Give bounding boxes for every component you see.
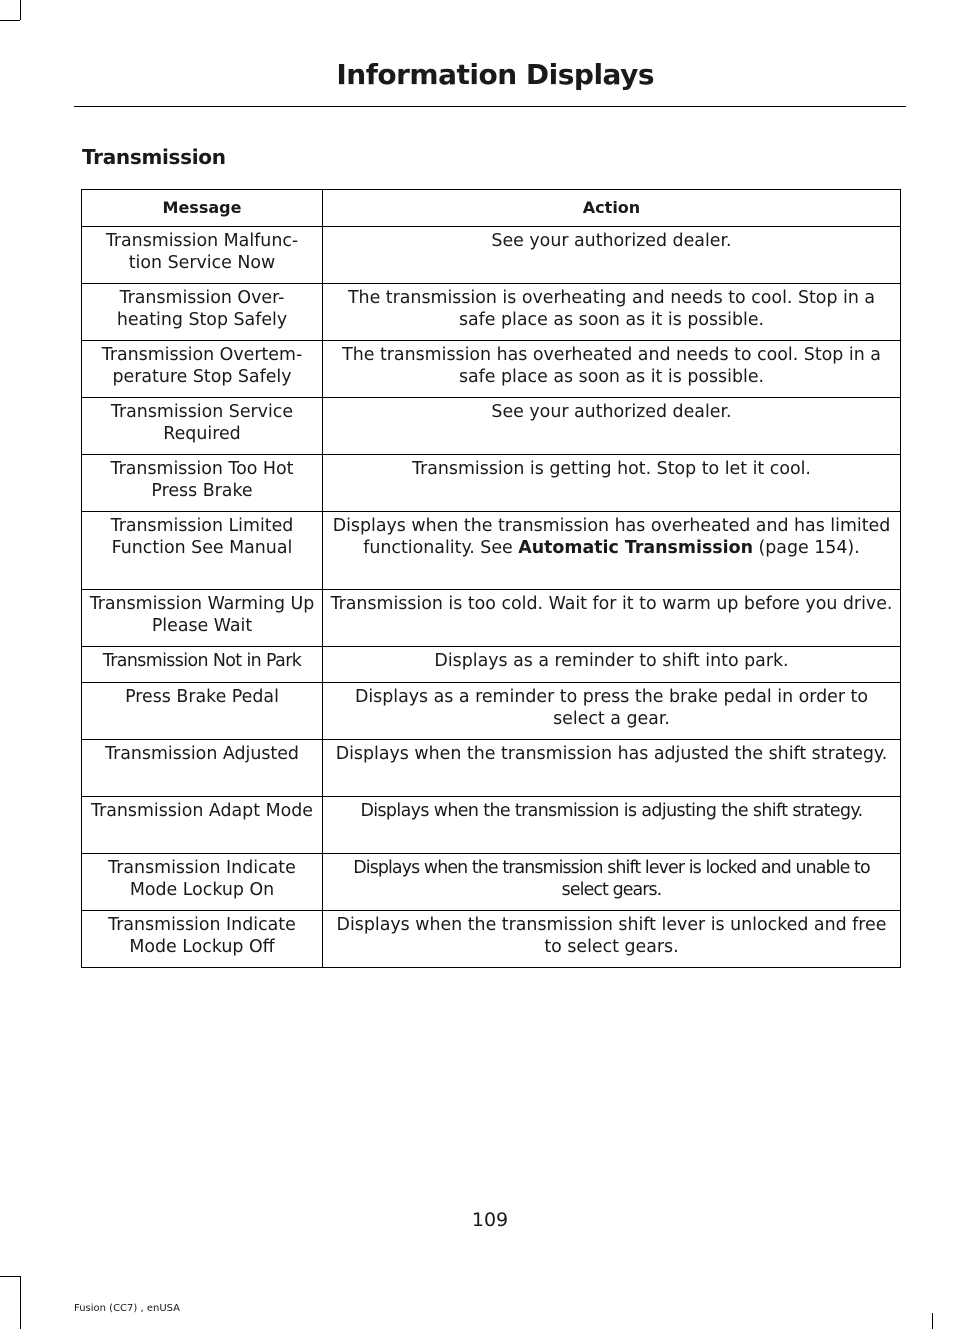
- action-cell: The transmission has overheated and needs to cool. Stop in a safe place as soon as it is possible.: [323, 341, 901, 398]
- message-cell: Transmission Indicate Mode Lockup Off: [82, 911, 323, 968]
- action-cell: Transmission is getting hot. Stop to let it cool.: [323, 455, 901, 512]
- table-row: [82, 854, 901, 911]
- table-row: [82, 590, 901, 647]
- messages-table: [81, 189, 901, 968]
- table-row: [82, 740, 901, 797]
- action-cell: Displays when the transmission shift lever is unlocked and free to select gears.: [323, 911, 901, 968]
- column-header-action: Action: [323, 190, 901, 227]
- table-row: [82, 911, 901, 968]
- crop-mark: [20, 1276, 21, 1329]
- header-rule: [74, 106, 906, 107]
- action-cell: The transmission is overheating and needs to cool. Stop in a safe place as soon as it is possible.: [323, 284, 901, 341]
- action-cell: Displays as a reminder to shift into park.: [323, 647, 901, 683]
- column-header-message: Message: [82, 190, 323, 227]
- action-cell: See your authorized dealer.: [323, 398, 901, 455]
- message-cell: Transmission Indicate Mode Lockup On: [82, 854, 323, 911]
- message-cell: Press Brake Pedal: [82, 683, 323, 740]
- action-text: Displays when the transmission has overheated and has limited functionality. See: [332, 516, 891, 558]
- table-row: [82, 341, 901, 398]
- action-cell: Displays when the transmission is adjusting the shift strategy.: [323, 797, 901, 854]
- table-row: [82, 683, 901, 740]
- message-cell: Transmission Limited Function See Manual: [82, 512, 323, 590]
- message-cell: Transmission Over- heating Stop Safely: [82, 284, 323, 341]
- action-cell: [323, 512, 901, 590]
- table-row: [82, 512, 901, 590]
- section-title: Transmission: [82, 145, 226, 169]
- message-cell: Transmission Service Required: [82, 398, 323, 455]
- table-row: [82, 455, 901, 512]
- message-cell: Transmission Overtem- perature Stop Safely: [82, 341, 323, 398]
- table-row: [82, 284, 901, 341]
- action-cell: Displays as a reminder to press the brake pedal in order to select a gear.: [323, 683, 901, 740]
- table-row: [82, 797, 901, 854]
- table-header-row: [82, 190, 901, 227]
- footer-text: Fusion (CC7) , enUSA: [74, 1303, 181, 1314]
- page-header-title: Information Displays: [336, 58, 654, 91]
- message-cell: Transmission Malfunc- tion Service Now: [82, 227, 323, 284]
- message-cell: Transmission Adapt Mode: [82, 797, 323, 854]
- page-number: 109: [471, 1209, 509, 1231]
- crop-mark: [0, 1276, 20, 1277]
- message-cell: Transmission Too Hot Press Brake: [82, 455, 323, 512]
- table-row: [82, 647, 901, 683]
- cross-reference-link[interactable]: Automatic Transmission: [518, 537, 753, 558]
- message-cell: Transmission Not in Park: [82, 647, 323, 683]
- message-cell: Transmission Adjusted: [82, 740, 323, 797]
- message-cell: Transmission Warming Up Please Wait: [82, 590, 323, 647]
- action-cell: Displays when the transmission shift lever is locked and unable to select gears.: [323, 854, 901, 911]
- action-cell: Transmission is too cold. Wait for it to warm up before you drive.: [323, 590, 901, 647]
- crop-mark: [932, 1313, 933, 1329]
- crop-mark: [20, 0, 21, 20]
- action-cell: Displays when the transmission has adjusted the shift strategy.: [323, 740, 901, 797]
- table-row: [82, 227, 901, 284]
- action-cell: See your authorized dealer.: [323, 227, 901, 284]
- action-text: (page 154).: [752, 537, 860, 558]
- table-row: [82, 398, 901, 455]
- crop-mark: [0, 20, 20, 21]
